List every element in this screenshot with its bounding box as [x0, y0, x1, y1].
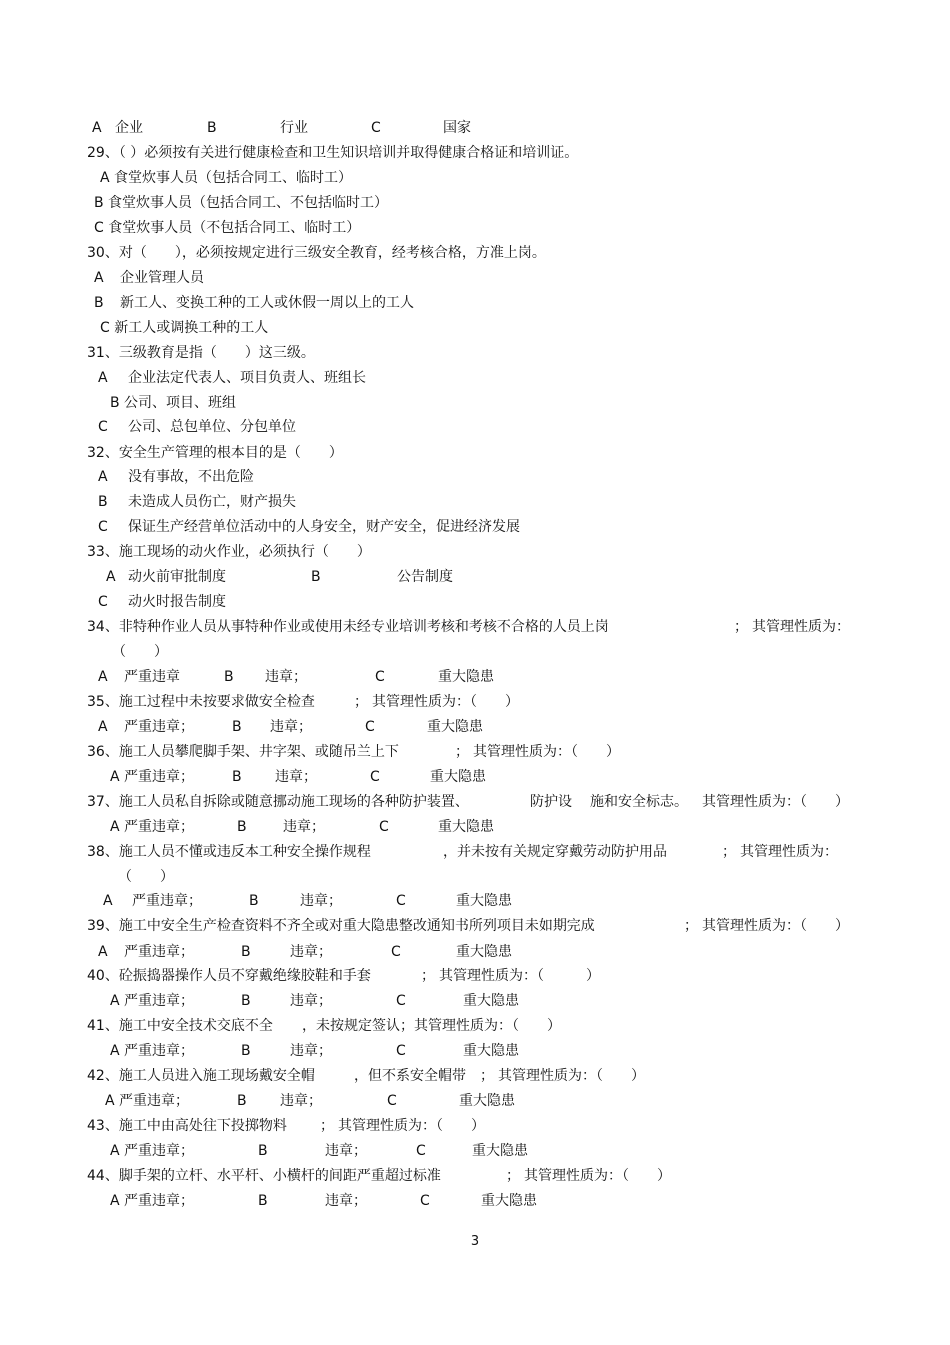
- text-line: [0, 442, 950, 464]
- text-segment: C: [98, 419, 108, 435]
- text-segment: A 严重违章；: [110, 819, 195, 835]
- text-segment: 其管理性质为：（ ）: [498, 1068, 645, 1084]
- text-segment: 违章；: [283, 819, 325, 835]
- text-segment: 29、（ ）必须按有关进行健康检查和卫生知识培训并取得健康合格证和培训证。: [87, 145, 579, 161]
- text-line: [0, 267, 950, 289]
- text-segment: 违章；: [290, 993, 332, 1009]
- text-line: [0, 1040, 950, 1062]
- text-segment: B: [241, 944, 251, 960]
- text-line: [0, 541, 950, 563]
- text-line: [0, 841, 950, 863]
- text-segment: B: [241, 1043, 251, 1059]
- text-segment: C: [370, 769, 380, 785]
- text-segment: B: [207, 120, 217, 136]
- text-segment: 30、对（ ），必须按规定进行三级安全教育，经考核合格，方准上岗。: [87, 245, 546, 261]
- text-segment: B: [237, 819, 247, 835]
- text-segment: C: [396, 993, 406, 1009]
- text-segment: A: [94, 270, 104, 286]
- text-segment: 重大隐患: [459, 1093, 515, 1109]
- text-line: [0, 317, 950, 339]
- text-segment: 保证生产经营单位活动中的人身安全，财产安全，促进经济发展: [128, 519, 520, 535]
- text-segment: A: [98, 944, 108, 960]
- text-segment: 动火前审批制度: [128, 569, 226, 585]
- text-segment: 施和安全标志。: [590, 794, 688, 810]
- text-segment: B: [311, 569, 321, 585]
- text-segment: A 严重违章；: [105, 1093, 190, 1109]
- text-segment: 国家: [443, 120, 471, 136]
- text-line: [0, 1065, 950, 1087]
- text-segment: C: [98, 594, 108, 610]
- text-segment: 其管理性质为：（ ）: [524, 1168, 671, 1184]
- text-line: [0, 766, 950, 788]
- text-segment: 违章；: [290, 944, 332, 960]
- text-segment: C: [375, 669, 385, 685]
- text-segment: 39、施工中安全生产检查资料不齐全或对重大隐患整改通知书所列项目未如期完成: [87, 918, 595, 934]
- text-segment: C: [420, 1193, 430, 1209]
- text-segment: 32、安全生产管理的根本目的是（ ）: [87, 445, 343, 461]
- text-segment: 重大隐患: [438, 669, 494, 685]
- text-segment: 其管理性质为：（ ）: [372, 694, 519, 710]
- text-segment: C: [387, 1093, 397, 1109]
- text-segment: 违章；: [280, 1093, 322, 1109]
- text-segment: 违章；: [270, 719, 312, 735]
- text-line: [0, 367, 950, 389]
- text-segment: 违章；: [265, 669, 307, 685]
- text-segment: B: [232, 769, 242, 785]
- text-segment: 公告制度: [397, 569, 453, 585]
- text-segment: 40、砼振捣器操作人员不穿戴绝缘胶鞋和手套: [87, 968, 371, 984]
- text-segment: C: [371, 120, 381, 136]
- text-segment: C: [379, 819, 389, 835]
- text-segment: 重大隐患: [427, 719, 483, 735]
- text-line: [0, 117, 950, 139]
- text-segment: 未造成人员伤亡，财产损失: [128, 494, 296, 510]
- text-segment: 违章；: [290, 1043, 332, 1059]
- text-segment: 没有事故，不出危险: [128, 469, 254, 485]
- text-segment: ；: [480, 1068, 494, 1084]
- text-segment: 重大隐患: [456, 944, 512, 960]
- text-line: [0, 915, 950, 937]
- text-line: [0, 566, 950, 588]
- text-line: [0, 466, 950, 488]
- text-segment: 37、施工人员私自拆除或随意挪动施工现场的各种防护装置、: [87, 794, 469, 810]
- text-segment: A 严重违章；: [110, 993, 195, 1009]
- text-segment: ；: [722, 844, 736, 860]
- text-segment: 42、施工人员进入施工现场戴安全帽: [87, 1068, 315, 1084]
- text-segment: 31、三级教育是指（ ）这三级。: [87, 345, 315, 361]
- text-segment: A: [98, 719, 108, 735]
- text-segment: 33、施工现场的动火作业，必须执行（ ）: [87, 544, 371, 560]
- text-line: [0, 167, 950, 189]
- text-line: [0, 516, 950, 538]
- text-segment: ；: [421, 968, 435, 984]
- text-segment: B: [258, 1143, 268, 1159]
- text-segment: B: [98, 494, 108, 510]
- text-segment: 违章；: [275, 769, 317, 785]
- text-segment: 严重违章；: [132, 893, 202, 909]
- text-segment: ；: [354, 694, 368, 710]
- text-segment: C: [396, 893, 406, 909]
- text-segment: 防护设: [530, 794, 572, 810]
- page-number: 3: [470, 1234, 480, 1249]
- text-segment: 重大隐患: [472, 1143, 528, 1159]
- text-segment: B: [224, 669, 234, 685]
- text-segment: 重大隐患: [430, 769, 486, 785]
- text-segment: 违章；: [325, 1193, 367, 1209]
- text-segment: 重大隐患: [481, 1193, 537, 1209]
- text-line: [0, 1190, 950, 1212]
- text-segment: B: [258, 1193, 268, 1209]
- text-segment: C: [365, 719, 375, 735]
- text-segment: （ ）: [112, 644, 168, 660]
- text-segment: 严重违章: [124, 669, 180, 685]
- text-segment: 重大隐患: [463, 993, 519, 1009]
- text-segment: ；: [734, 619, 748, 635]
- text-segment: ；: [320, 1118, 334, 1134]
- text-line: [0, 416, 950, 438]
- text-line: [0, 965, 950, 987]
- text-segment: B: [249, 893, 259, 909]
- text-line: [0, 392, 950, 414]
- text-segment: A: [106, 569, 116, 585]
- text-segment: A 严重违章；: [110, 769, 195, 785]
- text-segment: 企业法定代表人、项目负责人、班组长: [128, 370, 366, 386]
- text-segment: 其管理性质为：: [740, 844, 838, 860]
- text-segment: ；: [455, 744, 469, 760]
- text-segment: C 新工人或调换工种的工人: [100, 320, 269, 336]
- text-segment: 重大隐患: [463, 1043, 519, 1059]
- text-segment: ，并未按有关规定穿戴劳动防护用品: [443, 844, 667, 860]
- text-segment: ；: [506, 1168, 520, 1184]
- text-segment: C: [416, 1143, 426, 1159]
- text-segment: 41、施工中安全技术交底不全: [87, 1018, 273, 1034]
- text-line: [0, 890, 950, 912]
- text-segment: （ ）: [118, 869, 174, 885]
- text-line: [0, 816, 950, 838]
- text-segment: 其管理性质为：（ ）: [702, 918, 849, 934]
- text-segment: 36、施工人员攀爬脚手架、井字架、或随吊兰上下: [87, 744, 399, 760]
- text-line: [0, 1115, 950, 1137]
- text-line: [0, 666, 950, 688]
- text-segment: 重大隐患: [456, 893, 512, 909]
- text-line: [0, 616, 950, 638]
- text-segment: B: [241, 993, 251, 1009]
- text-line: [0, 716, 950, 738]
- text-segment: A: [92, 120, 102, 136]
- text-segment: 严重违章；: [124, 944, 194, 960]
- text-segment: A: [98, 370, 108, 386]
- text-segment: A 严重违章；: [110, 1143, 195, 1159]
- text-line: [0, 591, 950, 613]
- text-segment: A: [103, 893, 113, 909]
- text-segment: 公司、总包单位、分包单位: [128, 419, 296, 435]
- text-line: [0, 941, 950, 963]
- text-segment: 企业管理人员: [120, 270, 204, 286]
- text-line: [0, 217, 950, 239]
- text-segment: C: [391, 944, 401, 960]
- text-segment: A: [98, 469, 108, 485]
- text-line: [0, 641, 950, 663]
- text-segment: C 食堂炊事人员（不包括合同工、临时工）: [94, 220, 361, 236]
- text-segment: 企业: [115, 120, 143, 136]
- text-segment: ，未按规定签认；其管理性质为：（ ）: [302, 1018, 561, 1034]
- text-line: [0, 292, 950, 314]
- text-segment: 38、施工人员不懂或违反本工种安全操作规程: [87, 844, 371, 860]
- text-segment: B: [237, 1093, 247, 1109]
- text-line: [0, 142, 950, 164]
- text-segment: 其管理性质为：（ ）: [439, 968, 600, 984]
- text-segment: 其管理性质为：（ ）: [473, 744, 620, 760]
- text-segment: C: [396, 1043, 406, 1059]
- text-segment: 新工人、变换工种的工人或休假一周以上的工人: [120, 295, 414, 311]
- text-segment: C: [98, 519, 108, 535]
- text-segment: 其管理性质为：: [752, 619, 850, 635]
- text-segment: B: [94, 295, 104, 311]
- text-segment: 其管理性质为：（ ）: [702, 794, 849, 810]
- text-line: [0, 242, 950, 264]
- text-line: [0, 1165, 950, 1187]
- text-segment: A 食堂炊事人员（包括合同工、临时工）: [100, 170, 353, 186]
- text-segment: 动火时报告制度: [128, 594, 226, 610]
- text-segment: ；: [684, 918, 698, 934]
- text-segment: B: [232, 719, 242, 735]
- text-line: [0, 741, 950, 763]
- text-segment: 43、施工中由高处往下投掷物料: [87, 1118, 287, 1134]
- text-segment: 严重违章；: [124, 719, 194, 735]
- text-segment: 34、非特种作业人员从事特种作业或使用未经专业培训考核和考核不合格的人员上岗: [87, 619, 609, 635]
- text-line: [0, 791, 950, 813]
- text-segment: 其管理性质为：（ ）: [338, 1118, 485, 1134]
- text-line: [0, 866, 950, 888]
- text-line: [0, 1140, 950, 1162]
- text-segment: 行业: [280, 120, 308, 136]
- text-line: [0, 1015, 950, 1037]
- text-segment: 35、施工过程中未按要求做安全检查: [87, 694, 315, 710]
- text-segment: B 食堂炊事人员（包括合同工、不包括临时工）: [94, 195, 389, 211]
- text-segment: 违章；: [300, 893, 342, 909]
- text-line: [0, 491, 950, 513]
- text-line: [0, 1090, 950, 1112]
- text-segment: B 公司、项目、班组: [110, 395, 237, 411]
- text-line: [0, 990, 950, 1012]
- text-segment: A 严重违章；: [110, 1193, 195, 1209]
- text-line: [0, 342, 950, 364]
- text-segment: 违章；: [325, 1143, 367, 1159]
- text-segment: A: [98, 669, 108, 685]
- text-segment: 44、脚手架的立杆、水平杆、小横杆的间距严重超过标准: [87, 1168, 441, 1184]
- text-segment: 重大隐患: [438, 819, 494, 835]
- text-line: [0, 192, 950, 214]
- text-segment: A 严重违章；: [110, 1043, 195, 1059]
- text-segment: ，但不系安全帽带: [354, 1068, 466, 1084]
- text-line: [0, 691, 950, 713]
